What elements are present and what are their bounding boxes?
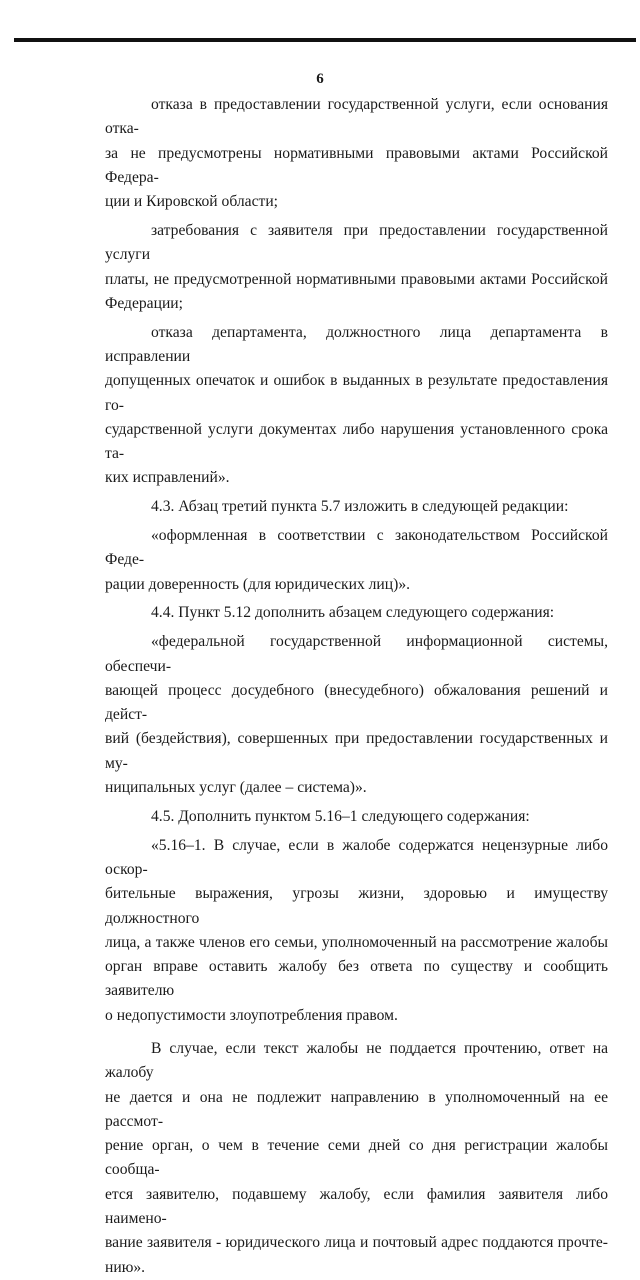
text-line: ких исправлений». (105, 469, 230, 487)
text-line: за не предусмотрены нормативными правовыми актами Российской Федера- (105, 144, 608, 186)
paragraph (105, 495, 608, 519)
text-line: рации доверенность (для юридических лиц)». (105, 575, 411, 593)
text-line: отказа в предоставлении государственной услуги, если основания отка- (105, 96, 608, 138)
text-line: лица, а также членов его семьи, уполномоченный на рассмотрение жалобы (105, 933, 608, 951)
text-line: рение орган, о чем в течение семи дней со дня регистрации жалобы сообща- (105, 1137, 608, 1179)
text-line: вание заявителя - юридического лица и почтовый адрес поддаются прочте- (105, 1234, 608, 1252)
text-line: «5.16–1. В случае, если в жалобе содержатся нецензурные либо оскор- (105, 836, 608, 878)
text-line: ции и Кировской области; (105, 193, 278, 211)
text-line: «федеральной государственной информационной системы, обеспечи- (105, 633, 608, 675)
page-number: 6 (316, 71, 324, 87)
paragraph (105, 321, 608, 491)
text-line: В случае, если текст жалобы не поддается прочтению, ответ на жалобу (105, 1039, 608, 1082)
text-line: затребования с заявителя при предоставлении государственной услуги (105, 221, 608, 264)
paragraph (105, 524, 608, 597)
text-line: вающей процесс досудебного (внесудебного) обжалования решений и дейст- (105, 681, 608, 724)
text-line: сударственной услуги документах либо нарушения установленного срока та- (105, 420, 608, 463)
paragraph (105, 834, 608, 1028)
text-line: 4.4. Пункт 5.12 дополнить абзацем следующего содержания: (151, 604, 555, 622)
text-line: платы, не предусмотренной нормативными правовыми актами Российской (105, 270, 608, 288)
text-line: о недопустимости злоупотребления правом. (105, 1006, 398, 1024)
text-line: бительные выражения, угрозы жизни, здоровью и имуществу должностного (105, 885, 608, 927)
text-line: 4.3. Абзац третий пункта 5.7 изложить в следующей редакции: (151, 498, 569, 516)
paragraph (105, 630, 608, 800)
paragraph (105, 93, 608, 214)
text-line: допущенных опечаток и ошибок в выданных в результате предоставления го- (105, 372, 608, 414)
text-line: отказа департамента, должностного лица департамента в исправлении (105, 323, 608, 365)
paragraph (105, 805, 608, 829)
text-line: 4.5. Дополнить пунктом 5.16–1 следующего содержания: (151, 807, 530, 825)
text-line: не дается и она не подлежит направлению в уполномоченный на ее рассмот- (105, 1088, 608, 1130)
text-line: Федерации; (105, 294, 183, 312)
text-line: вий (бездействия), совершенных при предоставлении государственных и му- (105, 730, 608, 772)
text-line: ется заявителю, подавшему жалобу, если фамилия заявителя либо наимено- (105, 1185, 608, 1228)
top-horizontal-rule (14, 38, 636, 42)
text-line: орган вправе оставить жалобу без ответа по существу и сообщить заявителю (105, 958, 608, 1000)
text-line: ниципальных услуг (далее – система)». (105, 779, 367, 797)
paragraph (105, 219, 608, 316)
paragraph (105, 601, 608, 625)
paragraph (105, 1037, 608, 1280)
text-line: «оформленная в соответствии с законодательством Российской Феде- (105, 527, 608, 569)
text-line: нию». (105, 1258, 146, 1276)
document-body (105, 93, 608, 1280)
